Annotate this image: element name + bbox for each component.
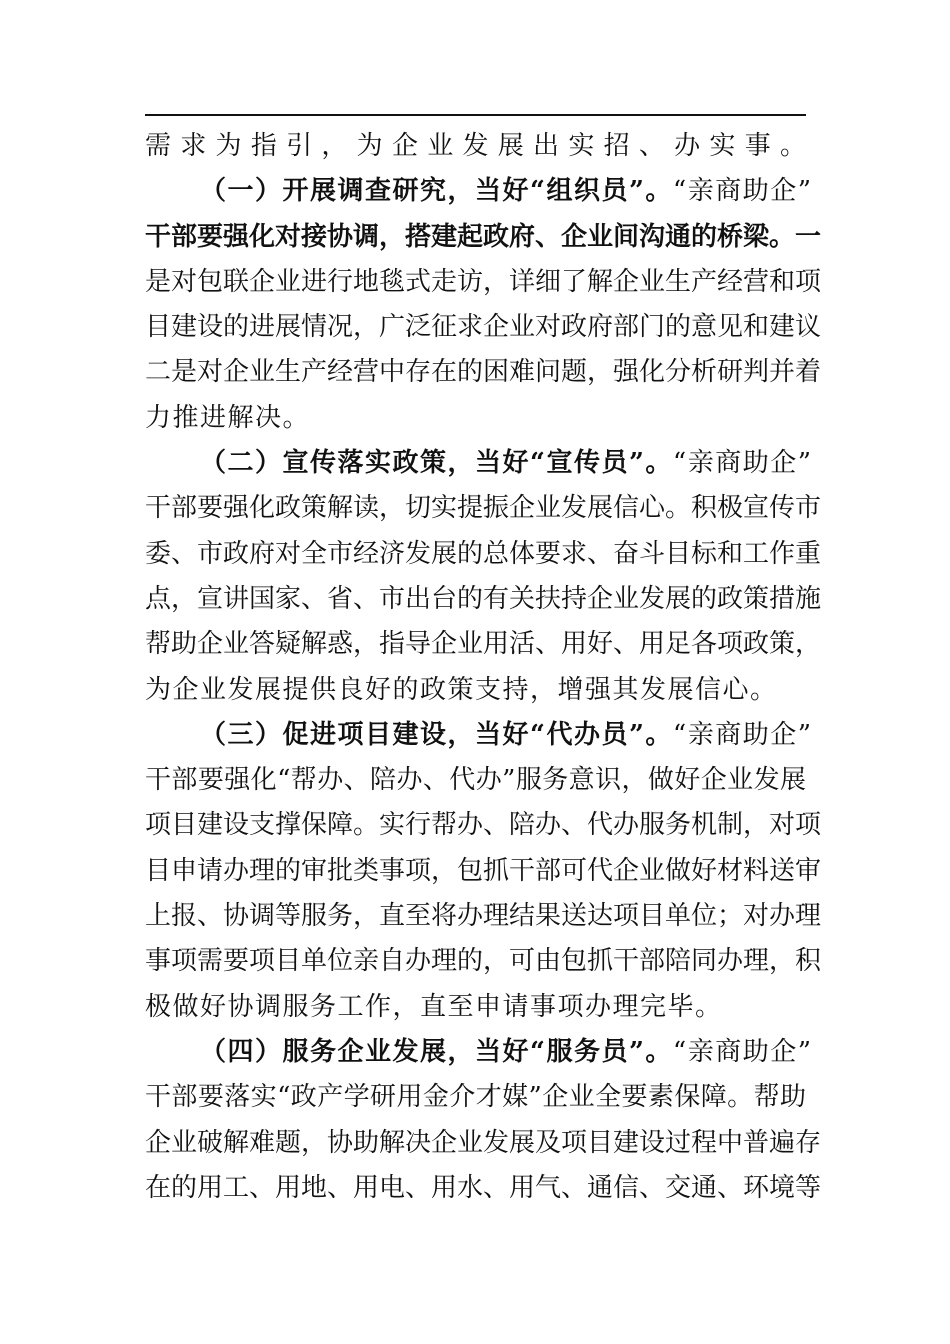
- body-text: [145, 124, 822, 1211]
- header-rule: [145, 114, 806, 116]
- text-line-5: 目建设的进展情况，广泛征求企业对政府部门的意见和建议: [145, 312, 822, 343]
- section-heading-4: [145, 1030, 813, 1075]
- text-line-10: 委、市政府对全市经济发展的总体要求、奋斗目标和工作重: [145, 538, 822, 569]
- text-line-19: 事项需要项目单位亲自办理的，可由包抓干部陪同办理，积: [145, 946, 822, 977]
- section-heading-1: [145, 169, 813, 214]
- text-line-17: 目申请办理的审批类事项，包抓干部可代企业做好材料送审: [145, 855, 822, 886]
- text-line-23: 企业破解难题，协助解决企业发展及项目建设过程中普遍存: [145, 1127, 822, 1158]
- section-heading-2: [145, 441, 813, 486]
- text-line-6: 二是对企业生产经营中存在的困难问题，强化分析研判并着: [145, 357, 822, 388]
- text-line-4: 是对包联企业进行地毯式走访，详细了解企业生产经营和项: [145, 266, 822, 297]
- section-heading-4-tail: “亲商助企”: [672, 1036, 813, 1067]
- text-line-1: 需求为指引，为企业发展出实招、办实事。: [145, 131, 806, 161]
- text-line-7: 力推进解决。: [145, 402, 311, 433]
- text-line-3: 干部要强化对接协调，搭建起政府、企业间沟通的桥梁。一: [145, 221, 822, 252]
- section-heading-2-tail: “亲商助企”: [672, 448, 813, 479]
- section-heading-4-title: （四）服务企业发展，当好“服务员”。: [200, 1036, 673, 1067]
- section-heading-2-title: （二）宣传落实政策，当好“宣传员”。: [200, 448, 673, 479]
- text-line-13: 为企业发展提供良好的政策支持，增强其发展信心。: [145, 674, 778, 705]
- section-heading-3-tail: “亲商助企”: [672, 719, 813, 750]
- text-line-12: 帮助企业答疑解惑，指导企业用活、用好、用足各项政策，: [145, 629, 822, 660]
- text-line-18: 上报、协调等服务，直至将办理结果送达项目单位；对办理: [145, 901, 822, 932]
- section-heading-3: [145, 713, 813, 758]
- text-line-9: 干部要强化政策解读，切实提振企业发展信心。积极宣传市: [145, 493, 822, 524]
- text-line-24: 在的用工、用地、用电、用水、用气、通信、交通、环境等: [145, 1172, 822, 1203]
- section-heading-1-title: （一）开展调查研究，当好“组织员”。: [200, 176, 673, 207]
- text-line-15: 干部要强化“帮办、陪办、代办”服务意识，做好企业发展: [145, 765, 806, 796]
- text-line-22: 干部要落实“政产学研用金介才媒”企业全要素保障。帮助: [145, 1082, 806, 1113]
- section-heading-1-tail: “亲商助企”: [672, 176, 813, 207]
- text-line-11: 点，宣讲国家、省、市出台的有关扶持企业发展的政策措施: [145, 583, 822, 614]
- section-heading-3-title: （三）促进项目建设，当好“代办员”。: [200, 719, 673, 750]
- text-line-20: 极做好协调服务工作，直至申请事项办理完毕。: [145, 991, 723, 1022]
- text-line-16: 项目建设支撑保障。实行帮办、陪办、代办服务机制，对项: [145, 810, 822, 841]
